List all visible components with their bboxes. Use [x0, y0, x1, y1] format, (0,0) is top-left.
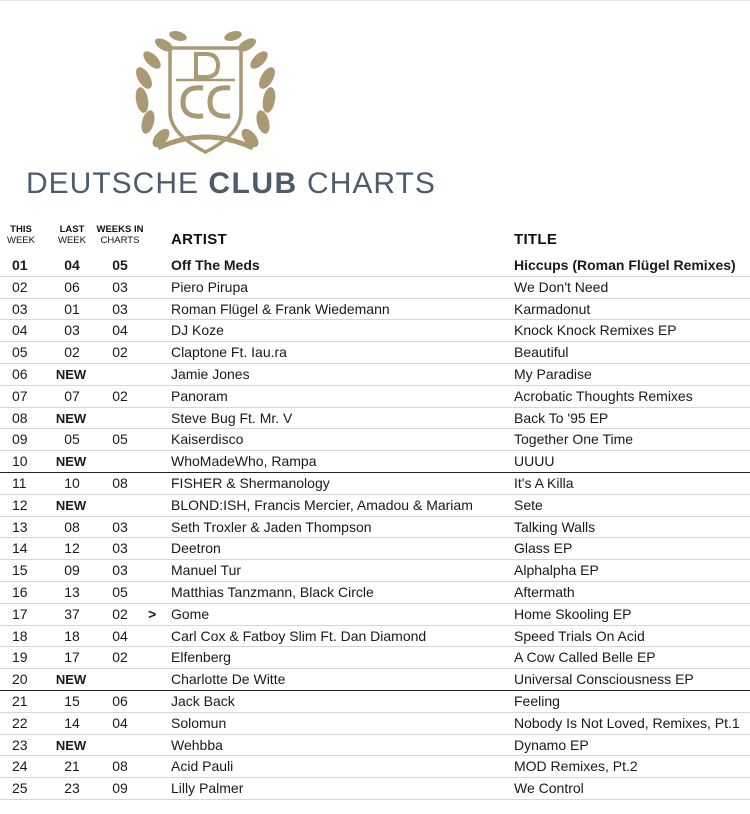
- position-this-week: 09: [12, 431, 28, 448]
- position-last-week: 18: [64, 627, 80, 644]
- position-last-week: 08: [64, 518, 80, 535]
- artist-name: Panoram: [171, 387, 228, 404]
- weeks-in-charts: 03: [112, 278, 128, 295]
- track-title: Aftermath: [514, 583, 575, 600]
- position-this-week: 21: [12, 692, 28, 709]
- position-last-week: 02: [64, 344, 80, 361]
- track-title: MOD Remixes, Pt.2: [514, 758, 638, 775]
- position-last-week: NEW: [55, 672, 87, 688]
- track-title: Beautiful: [514, 344, 569, 361]
- track-title: UUUU: [514, 453, 555, 470]
- table-row: [0, 669, 750, 691]
- artist-name: Wehbba: [171, 736, 223, 753]
- track-title: Acrobatic Thoughts Remixes: [514, 387, 693, 404]
- position-this-week: 06: [12, 365, 28, 382]
- position-this-week: 07: [12, 387, 28, 404]
- table-row: [0, 408, 750, 430]
- position-this-week: 20: [12, 671, 28, 688]
- track-title: We Don't Need: [514, 278, 609, 295]
- position-last-week: 04: [64, 257, 80, 273]
- position-last-week: 06: [64, 278, 80, 295]
- position-this-week: 17: [12, 605, 28, 622]
- artist-name: FISHER & Shermanology: [171, 474, 330, 491]
- laurel-crest-icon: [128, 30, 283, 160]
- position-last-week: NEW: [55, 497, 87, 513]
- chart-table: [0, 255, 750, 800]
- artist-name: Off The Meds: [171, 257, 260, 273]
- position-this-week: 14: [12, 540, 28, 557]
- table-row: [0, 713, 750, 735]
- brand-word-charts: CHARTS: [307, 167, 436, 200]
- brand-word-deutsche: DEUTSCHE: [26, 167, 200, 200]
- position-this-week: 08: [12, 409, 28, 426]
- weeks-in-charts: 05: [112, 257, 128, 273]
- table-row: [0, 299, 750, 321]
- artist-name: Seth Troxler & Jaden Thompson: [171, 518, 372, 535]
- table-row: [0, 429, 750, 451]
- artist-name: Gome: [171, 605, 210, 622]
- weeks-in-charts: 02: [112, 605, 128, 622]
- weeks-in-charts: 04: [112, 627, 128, 644]
- track-title: Dynamo EP: [514, 736, 589, 753]
- table-row: [0, 342, 750, 364]
- table-row: [0, 364, 750, 386]
- position-last-week: 21: [64, 758, 80, 775]
- weeks-in-charts: 06: [112, 692, 128, 709]
- table-row: [0, 756, 750, 778]
- position-last-week: 10: [64, 474, 80, 491]
- table-row: [0, 647, 750, 669]
- table-row: [0, 778, 750, 800]
- position-last-week: 09: [64, 562, 80, 579]
- track-title: Back To '95 EP: [514, 409, 609, 426]
- track-title: A Cow Called Belle EP: [514, 649, 656, 666]
- position-last-week: 15: [64, 692, 80, 709]
- table-row: [0, 604, 750, 626]
- position-this-week: 25: [12, 780, 28, 797]
- artist-name: Roman Flügel & Frank Wiedemann: [171, 300, 390, 317]
- weeks-in-charts: 02: [112, 649, 128, 666]
- position-this-week: 10: [12, 453, 28, 470]
- weeks-in-charts: 02: [112, 387, 128, 404]
- position-this-week: 02: [12, 278, 28, 295]
- position-last-week: NEW: [55, 410, 87, 426]
- weeks-in-charts: 03: [112, 300, 128, 317]
- table-row: [0, 451, 750, 473]
- brand-word-club: CLUB: [208, 167, 298, 200]
- logo: [0, 0, 750, 210]
- position-last-week: 05: [64, 431, 80, 448]
- weeks-in-charts: 08: [112, 758, 128, 775]
- track-title: It's A Killa: [514, 474, 574, 491]
- brand-wordmark: [26, 166, 436, 202]
- weeks-in-charts: 03: [112, 540, 128, 557]
- weeks-in-charts: 03: [112, 518, 128, 535]
- track-title: Talking Walls: [514, 518, 596, 535]
- table-row: [0, 386, 750, 408]
- table-row: [0, 473, 750, 495]
- track-title: We Control: [514, 780, 584, 797]
- weeks-in-charts: 04: [112, 322, 128, 339]
- table-row: [0, 626, 750, 648]
- artist-name: Elfenberg: [171, 649, 231, 666]
- position-last-week: 37: [64, 605, 80, 622]
- position-last-week: 13: [64, 583, 80, 600]
- track-title: Sete: [514, 496, 543, 513]
- artist-name: Carl Cox & Fatboy Slim Ft. Dan Diamond: [171, 627, 427, 644]
- table-row: [0, 517, 750, 539]
- position-last-week: 12: [64, 540, 80, 557]
- weeks-in-charts: 08: [112, 474, 128, 491]
- artist-name: Piero Pirupa: [171, 278, 249, 295]
- track-title: Home Skooling EP: [514, 605, 632, 622]
- artist-name: Jamie Jones: [171, 365, 250, 382]
- position-this-week: 03: [12, 300, 28, 317]
- table-row: [0, 277, 750, 299]
- position-this-week: 16: [12, 583, 28, 600]
- weeks-in-charts: 05: [112, 583, 128, 600]
- artist-name: Lilly Palmer: [171, 780, 244, 797]
- artist-name: DJ Koze: [171, 322, 224, 339]
- weeks-in-charts: 09: [112, 780, 128, 797]
- artist-name: Deetron: [171, 540, 221, 557]
- track-title: Hiccups (Roman Flügel Remixes): [514, 257, 736, 273]
- weeks-in-charts: 02: [112, 344, 128, 361]
- track-title: Together One Time: [514, 431, 634, 448]
- artist-name: Acid Pauli: [171, 758, 234, 775]
- header-title: TITLE: [514, 231, 558, 248]
- artist-name: Matthias Tanzmann, Black Circle: [171, 583, 374, 600]
- track-title: Speed Trials On Acid: [514, 627, 645, 644]
- position-last-week: NEW: [55, 454, 87, 470]
- table-row: [0, 735, 750, 757]
- track-title: Glass EP: [514, 540, 573, 557]
- artist-name: Kaiserdisco: [171, 431, 244, 448]
- position-last-week: 17: [64, 649, 80, 666]
- position-last-week: 07: [64, 387, 80, 404]
- header-this-week: THIS WEEK: [7, 224, 35, 246]
- table-row: [0, 582, 750, 604]
- table-row: [0, 560, 750, 582]
- artist-name: Claptone Ft. Iau.ra: [171, 344, 287, 361]
- position-last-week: NEW: [55, 366, 87, 382]
- header-weeks-in-charts: WEEKS IN CHARTS: [96, 224, 144, 246]
- position-this-week: 04: [12, 322, 28, 339]
- artist-name: Manuel Tur: [171, 562, 242, 579]
- artist-name: Steve Bug Ft. Mr. V: [171, 409, 293, 426]
- table-row: [0, 495, 750, 517]
- weeks-in-charts: 04: [112, 714, 128, 731]
- position-this-week: 23: [12, 736, 28, 753]
- track-title: Nobody Is Not Loved, Remixes, Pt.1: [514, 714, 740, 731]
- track-title: Karmadonut: [514, 300, 591, 317]
- position-this-week: 13: [12, 518, 28, 535]
- position-last-week: 14: [64, 714, 80, 731]
- position-this-week: 15: [12, 562, 28, 579]
- position-this-week: 05: [12, 344, 28, 361]
- table-row: [0, 320, 750, 342]
- position-this-week: 24: [12, 758, 28, 775]
- artist-name: WhoMadeWho, Rampa: [171, 453, 317, 470]
- climber-marker: >: [148, 605, 157, 622]
- position-last-week: 03: [64, 322, 80, 339]
- artist-name: BLOND:ISH, Francis Mercier, Amadou & Mariam: [171, 496, 473, 513]
- track-title: Universal Consciousness EP: [514, 671, 694, 688]
- weeks-in-charts: 05: [112, 431, 128, 448]
- artist-name: Jack Back: [171, 692, 235, 709]
- position-this-week: 01: [12, 257, 28, 273]
- position-this-week: 12: [12, 496, 28, 513]
- artist-name: Charlotte De Witte: [171, 671, 286, 688]
- table-row: [0, 255, 750, 277]
- table-row: [0, 538, 750, 560]
- weeks-in-charts: 03: [112, 562, 128, 579]
- position-last-week: NEW: [55, 737, 87, 753]
- table-header: [0, 224, 750, 256]
- track-title: Feeling: [514, 692, 560, 709]
- position-last-week: 01: [64, 300, 80, 317]
- position-this-week: 19: [12, 649, 28, 666]
- track-title: My Paradise: [514, 365, 592, 382]
- position-this-week: 18: [12, 627, 28, 644]
- track-title: Knock Knock Remixes EP: [514, 322, 677, 339]
- artist-name: Solomun: [171, 714, 227, 731]
- position-last-week: 23: [64, 780, 80, 797]
- track-title: Alphalpha EP: [514, 562, 599, 579]
- table-row: [0, 691, 750, 713]
- position-this-week: 11: [12, 474, 27, 491]
- header-artist: ARTIST: [171, 231, 227, 248]
- header-last-week: LAST WEEK: [58, 224, 86, 246]
- position-this-week: 22: [12, 714, 28, 731]
